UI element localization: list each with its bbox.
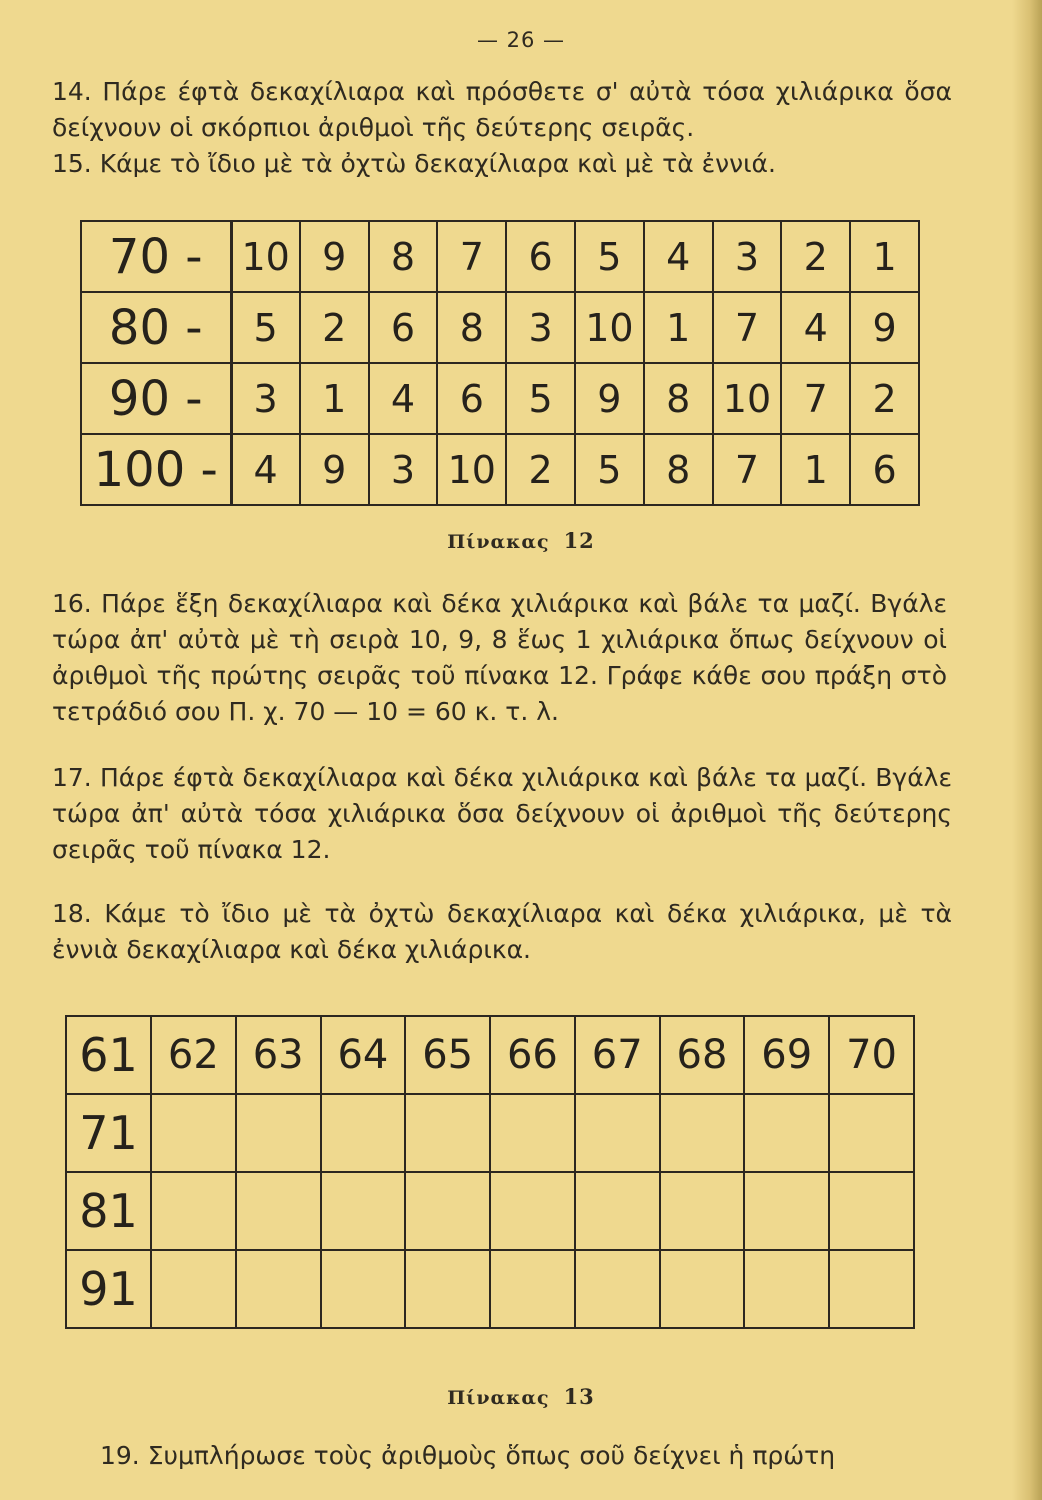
table-12-cell: 6 [506,221,575,292]
table-12-cell: 6 [850,434,919,505]
table-13-cell [490,1094,575,1172]
table-13-row-head: 71 [66,1094,151,1172]
table-12-cell: 1 [781,434,850,505]
table-12-row [81,434,919,505]
table-13-cell [490,1250,575,1328]
table-12-cell: 3 [231,363,300,434]
table-12-cell: 9 [300,434,369,505]
table-12-cell: 5 [506,363,575,434]
table-12-cell: 2 [506,434,575,505]
table-13-row-head: 81 [66,1172,151,1250]
table-13-cell [490,1172,575,1250]
table-12-cell: 4 [231,434,300,505]
table-13-cell: 66 [490,1016,575,1094]
table-12-row [81,292,919,363]
table-12-row-head: 100 - [81,434,231,505]
table-12-caption-number: 12 [563,528,595,553]
table-13-cell [660,1094,745,1172]
table-12-caption [0,528,1042,553]
table-13-cell [744,1094,829,1172]
table-13-caption [0,1384,1042,1409]
table-12-row-head: 90 - [81,363,231,434]
table-12-cell: 1 [644,292,713,363]
table-13-cell: 69 [744,1016,829,1094]
table-12-cell: 4 [644,221,713,292]
table-12-cell: 10 [575,292,644,363]
table-12-row [81,221,919,292]
table-13-cell [151,1094,236,1172]
table-13-cell: 70 [829,1016,914,1094]
table-12-cell: 3 [506,292,575,363]
table-13-caption-number: 13 [563,1384,595,1409]
exercise-15: 15. Κάμε τὸ ἴδιο μὲ τὰ ὀχτὼ δεκαχίλιαρα καὶ μὲ τὰ ἐννιά. [52,149,776,178]
table-13-cell [575,1172,660,1250]
table-12-cell: 6 [437,363,506,434]
table-12-cell: 8 [369,221,438,292]
page-edge [1012,0,1042,1500]
table-13 [65,1015,915,1329]
table-12 [80,220,920,506]
table-12-cell: 1 [850,221,919,292]
exercise-17: 17. Πάρε έφτὰ δεκαχίλιαρα καὶ δέκα χιλιάρικα καὶ βάλε τα μαζί. Βγάλε τώρα ἀπ' αὐτὰ τόσα χιλιάρικα ὅσα δείχνουν οἱ ἀριθμοὶ τῆς δεύτερης σειρᾶς τοῦ πίνακα 12. [52,763,952,864]
table-12-cell: 2 [850,363,919,434]
table-12-cell: 9 [575,363,644,434]
table-13-cell [829,1250,914,1328]
table-12-cell: 2 [300,292,369,363]
table-13-row-head: 91 [66,1250,151,1328]
table-13-cell [575,1094,660,1172]
table-13-cell [575,1250,660,1328]
table-12-row [81,363,919,434]
table-12-cell: 5 [575,434,644,505]
table-12-cell: 6 [369,292,438,363]
exercise-14: 14. Πάρε έφτὰ δεκαχίλιαρα καὶ πρόσθετε σ' αὐτὰ τόσα χιλιάρικα ὅσα δείχνουν οἱ σκόρπιοι ἀριθμοὶ τῆς δεύτερης σειρᾶς. [52,77,952,142]
table-13-cell [236,1094,321,1172]
table-13-cell [660,1250,745,1328]
table-13-cell [744,1250,829,1328]
table-12-cell: 7 [437,221,506,292]
table-12-cell: 3 [713,221,782,292]
table-12-cell: 5 [575,221,644,292]
table-13-row [66,1094,914,1172]
table-13-cell [236,1250,321,1328]
table-12-cell: 8 [644,363,713,434]
table-12-cell: 7 [713,434,782,505]
table-12-cell: 8 [644,434,713,505]
table-13-cell [405,1094,490,1172]
table-13-cell [321,1094,406,1172]
table-12-cell: 10 [437,434,506,505]
table-13-cell [236,1172,321,1250]
table-13-row [66,1172,914,1250]
table-13-cell: 62 [151,1016,236,1094]
page-number: — 26 — [476,28,566,52]
table-13-cell [744,1172,829,1250]
table-12-cell: 9 [300,221,369,292]
table-12-cell: 8 [437,292,506,363]
table-12-cell: 10 [713,363,782,434]
table-12-cell: 7 [781,363,850,434]
table-12-cell: 9 [850,292,919,363]
table-13-cell [405,1250,490,1328]
table-13-cell [151,1172,236,1250]
table-12-row-head: 70 - [81,221,231,292]
table-12-cell: 7 [713,292,782,363]
table-13-cell [405,1172,490,1250]
table-12-cell: 4 [369,363,438,434]
table-13-cell [660,1172,745,1250]
table-13-cell [829,1094,914,1172]
table-13-cell: 68 [660,1016,745,1094]
table-12-cell: 4 [781,292,850,363]
table-13-cell: 63 [236,1016,321,1094]
table-13-cell: 65 [405,1016,490,1094]
table-13-cell [321,1172,406,1250]
table-13-caption-word: Πίνακας [447,1387,550,1409]
table-13-row [66,1250,914,1328]
table-13-cell [151,1250,236,1328]
table-12-cell: 10 [231,221,300,292]
table-12-cell: 5 [231,292,300,363]
table-12-cell: 3 [369,434,438,505]
table-13-cell: 67 [575,1016,660,1094]
exercise-19: 19. Συμπλήρωσε τοὺς ἀριθμοὺς ὅπως σοῦ δείχνει ἡ πρώτη [100,1441,836,1470]
table-12-caption-word: Πίνακας [447,531,550,553]
table-13-row [66,1016,914,1094]
table-13-cell: 64 [321,1016,406,1094]
table-12-cell: 1 [300,363,369,434]
table-13-cell [829,1172,914,1250]
exercise-16: 16. Πάρε ἕξη δεκαχίλιαρα καὶ δέκα χιλιάρικα καὶ βάλε τα μαζί. Βγάλε τώρα ἀπ' αὐτὰ μὲ τὴ σειρὰ 10, 9, 8 ἕως 1 χιλιάρικα ὅπως δείχνουν οἱ ἀριθμοὶ τῆς πρώτης σειρᾶς τοῦ πίνακα 12. Γράφε κάθε σου πράξη στὸ τετράδιό σου Π. χ. 70 — 10 = 60 κ. τ. λ. [52,589,947,726]
table-13-row-head: 61 [66,1016,151,1094]
table-13-cell [321,1250,406,1328]
table-12-cell: 2 [781,221,850,292]
exercise-18: 18. Κάμε τὸ ἴδιο μὲ τὰ ὀχτὼ δεκαχίλιαρα καὶ δέκα χιλιάρικα, μὲ τὰ ἐννιὰ δεκαχίλιαρα καὶ δέκα χιλιάρικα. [52,899,952,964]
table-12-row-head: 80 - [81,292,231,363]
